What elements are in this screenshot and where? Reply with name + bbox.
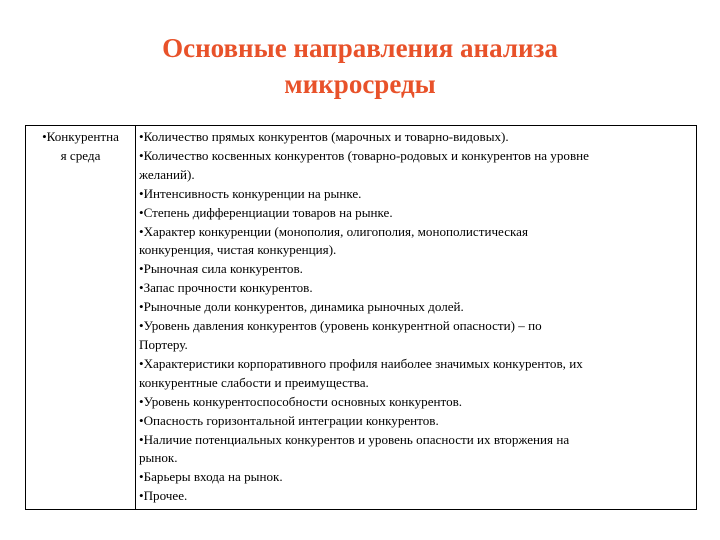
category-label-line-1: •Конкурентна <box>42 129 119 144</box>
items-cell <box>136 126 697 510</box>
list-item: •Барьеры входа на рынок. <box>139 469 283 485</box>
list-item: конкурентные слабости и преимущества. <box>139 374 369 390</box>
page-title <box>0 30 720 102</box>
list-item: •Характер конкуренции (монополия, олигополия, монополистическая <box>139 223 529 239</box>
page-title-line-1: Основные направления анализа <box>162 33 558 63</box>
list-item: •Степень дифференциации товаров на рынке. <box>139 204 393 220</box>
list-item: •Прочее. <box>139 488 188 504</box>
list-item: •Характеристики корпоративного профиля наиболее значимых конкурентов, их <box>139 355 583 371</box>
list-item: •Опасность горизонтальной интеграции конкурентов. <box>139 412 439 428</box>
list-item: •Количество косвенных конкурентов (товарно-родовых и конкурентов на уровне <box>139 147 589 163</box>
list-item: •Интенсивность конкуренции на рынке. <box>139 185 362 201</box>
list-item: •Количество прямых конкурентов (марочных и товарно-видовых). <box>139 129 509 144</box>
list-item: Портеру. <box>139 336 188 352</box>
list-item: •Запас прочности конкурентов. <box>139 280 313 296</box>
list-item: •Наличие потенциальных конкурентов и уровень опасности их вторжения на <box>139 431 570 447</box>
list-item: •Уровень конкурентоспособности основных конкурентов. <box>139 393 463 409</box>
table-row <box>26 126 697 510</box>
list-item: •Рыночные доли конкурентов, динамика рыночных долей. <box>139 299 464 315</box>
list-item: конкуренция, чистая конкуренция). <box>139 242 337 258</box>
list-item: •Уровень давления конкурентов (уровень конкурентной опасности) – по <box>139 318 542 334</box>
list-item: рынок. <box>139 450 178 466</box>
list-item: •Рыночная сила конкурентов. <box>139 261 303 277</box>
category-cell <box>26 126 136 510</box>
list-item: желаний). <box>139 166 195 182</box>
page-title-line-2: микросреды <box>284 69 436 99</box>
category-label-line-2: я среда <box>60 147 101 163</box>
analysis-table <box>25 125 697 510</box>
